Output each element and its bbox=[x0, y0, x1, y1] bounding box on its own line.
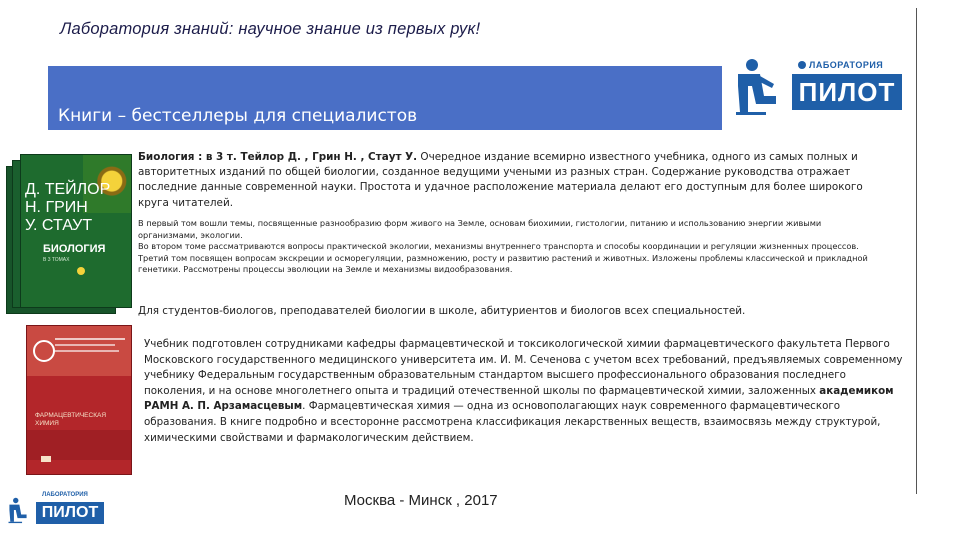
logo-small-brand: ПИЛОТ bbox=[41, 504, 99, 521]
biology-description bbox=[138, 150, 896, 211]
pilot-logo-small bbox=[4, 490, 108, 530]
cover-volume: В 3 ТОМАХ bbox=[43, 257, 70, 263]
biology-book-cover bbox=[6, 154, 136, 316]
cover-flower-icon bbox=[77, 267, 85, 275]
biology-summary: Очередное издание всемирно известного учебника, одного из самых полных и авторитетных изданий по общей биологии, созданное ведущими учеными из разных стран. Содержание руководства отражает последние данные современной науки. Простота и удачное расположение материала делают его доступным для более широкого круга читателей. bbox=[138, 151, 863, 209]
pharma-text-part1: Учебник подготовлен сотрудниками кафедры фармацевтической и токсикологической химии фармацевтического факультета Первого Московского государственного медицинского университета им. И. М. Сеченова с учетом всех требований, предъявляемых современному учебнику Федеральным государственным образовательным стандартом высшего профессионального образования последнего поколения, и на основе многолетнего опыта и традиций отечественной школы по фармацевтической химии, заложенных bbox=[144, 338, 903, 397]
pharma-text-academic: академиком РАМН А. П. Арзамасцевым bbox=[144, 384, 894, 413]
logo-brand-box bbox=[792, 74, 902, 110]
volume1-text: В первый том вошли темы, посвященные разнообразию форм живого на Земле, основам биохимии, гистологии, питанию и использованию энергии живыми организмами, экологии. bbox=[138, 218, 822, 240]
logo-small-top-label: ЛАБОРАТОРИЯ bbox=[42, 492, 88, 498]
logo-small-brand-box bbox=[36, 502, 104, 524]
pharma-text-part2: . Фармацевтическая химия — одна из основополагающих наук современного фармацевтического образования. В книге подробно и всесторонне рассмотрена классификация лекарственных веществ, взаимосвязь между структурой, химическими свойствами и фармакологическим действием. bbox=[144, 400, 881, 444]
section-banner-title: Книги – бестселлеры для специалистов bbox=[58, 106, 418, 126]
biology-audience: Для студентов-биологов, преподавателей биологии в школе, абитуриентов и биологов всех специальностей. bbox=[138, 305, 746, 317]
cover-author-2: Н. ГРИН bbox=[25, 199, 88, 216]
pharma-cover-emblem-icon bbox=[33, 340, 55, 362]
logo-lab-icon bbox=[798, 61, 806, 69]
pharma-book-cover bbox=[26, 325, 132, 475]
cover-author-3: У. СТАУТ bbox=[25, 217, 93, 234]
page-header-title: Лаборатория знаний: научное знание из первых рук! bbox=[60, 20, 481, 38]
vertical-divider bbox=[916, 8, 917, 494]
pharma-description bbox=[144, 337, 904, 446]
logo-top-label: ЛАБОРАТОРИЯ bbox=[809, 60, 884, 70]
volume2-text: Во втором томе рассматриваются вопросы практической экологии, механизмы внутреннего транспорта и способы координации и регуляции жизненных процессов. bbox=[138, 241, 859, 252]
cover-title: БИОЛОГИЯ bbox=[43, 243, 106, 255]
biology-title: Биология : в 3 т. Тейлор Д. , Грин Н. , Стаут У. bbox=[138, 151, 418, 163]
footer-city-year: Москва - Минск , 2017 bbox=[344, 492, 498, 509]
logo-brand: ПИЛОТ bbox=[798, 77, 896, 107]
pharma-cover-publisher-icon bbox=[41, 456, 51, 462]
pharma-cover-title: ФАРМАЦЕВТИЧЕСКАЯ ХИМИЯ bbox=[35, 412, 107, 427]
pilot-logo-large bbox=[726, 56, 906, 116]
cover-author-1: Д. ТЕЙЛОР bbox=[25, 181, 111, 198]
volume3-text: Третий том посвящен вопросам экскреции и осморегуляции, размножению, росту и развитию растений и животных. Изложены проблемы классической и прикладной генетики. Рассмотрены процессы эволюции на Земле и механизмы видообразования. bbox=[138, 252, 868, 275]
seated-person-icon-small bbox=[4, 492, 32, 528]
seated-person-icon bbox=[726, 56, 788, 116]
biology-volumes bbox=[138, 218, 878, 276]
